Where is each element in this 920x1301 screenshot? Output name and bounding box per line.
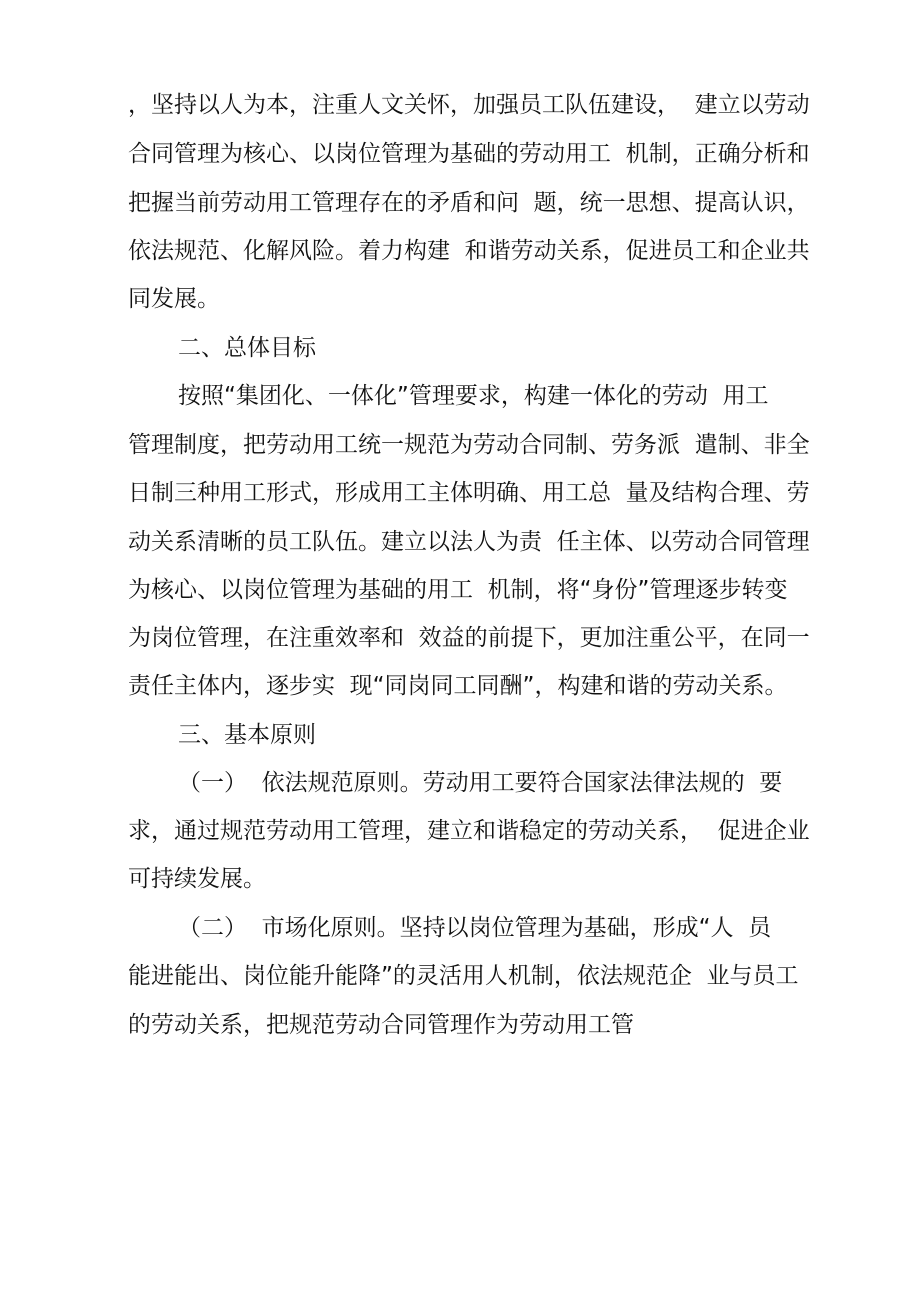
intro-line-1: ，坚持以人为本，注重人文关怀，加强员工队伍建设， 建立以劳动 <box>128 92 810 118</box>
goal-line-3: 日制三种用工形式，形成用工主体明确、用工总 量及结构合理、劳 <box>128 480 810 506</box>
goal-line-5: 为核心、以岗位管理为基础的用工 机制，将“身份”管理逐步转变 <box>128 577 788 603</box>
goal-line-7: 责任主体内，逐步实 现“同岗同工同酬”，构建和谐的劳动关系。 <box>128 673 788 699</box>
intro-line-3: 把握当前劳动用工管理存在的矛盾和问 题，统一思想、提高认识， <box>128 190 810 216</box>
goal-line-2: 管理制度，把劳动用工统一规范为劳动合同制、劳务派 遣制、非全 <box>128 432 810 458</box>
principle-2-line-2: 能进能出、岗位能升能降”的灵活用人机制，依法规范企 业与员工 <box>128 963 799 989</box>
heading-basic-principles: 三、基本原则 <box>178 722 316 748</box>
heading-overall-goal: 二、总体目标 <box>178 335 316 361</box>
principle-1-line-3: 可持续发展。 <box>128 866 266 892</box>
goal-line-1: 按照“集团化、一体化”管理要求，构建一体化的劳动 用工 <box>178 383 769 409</box>
goal-line-4: 动关系清晰的员工队伍。建立以法人为责 任主体、以劳动合同管理 <box>128 529 810 555</box>
principle-1-line-2: 求，通过规范劳动用工管理，建立和谐稳定的劳动关系， 促进企业 <box>128 818 810 844</box>
principle-1-line-1: （一） 依法规范原则。劳动用工要符合国家法律法规的 要 <box>178 770 783 796</box>
principle-2-line-1: （二） 市场化原则。坚持以岗位管理为基础，形成“人 员 <box>178 915 772 941</box>
principle-2-line-3: 的劳动关系，把规范劳动合同管理作为劳动用工管 <box>128 1012 634 1038</box>
intro-line-4: 依法规范、化解风险。着力构建 和谐劳动关系，促进员工和企业共 <box>128 238 810 264</box>
intro-line-2: 合同管理为核心、以岗位管理为基础的劳动用工 机制，正确分析和 <box>128 141 810 167</box>
intro-line-5: 同发展。 <box>128 286 220 312</box>
goal-line-6: 为岗位管理，在注重效率和 效益的前提下，更加注重公平，在同一 <box>128 625 810 651</box>
